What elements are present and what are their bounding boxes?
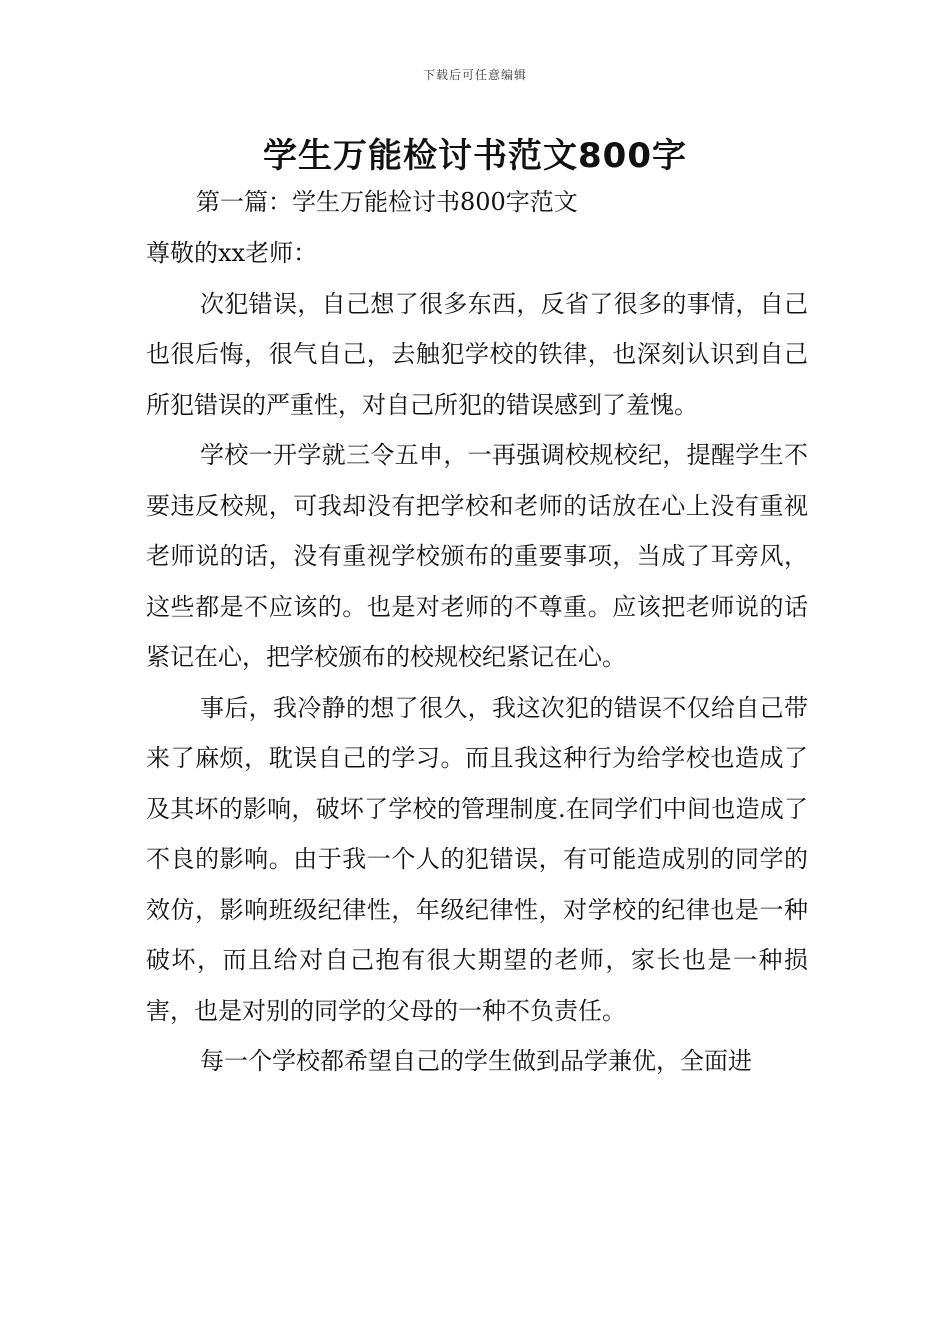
document-body [146, 228, 808, 1087]
paragraph: 每一个学校都希望自己的学生做到品学兼优，全面进 [200, 1047, 752, 1075]
salutation: 尊敬的xx老师： [146, 239, 318, 267]
header-note: 下载后可任意编辑 [422, 68, 527, 82]
paragraph: 次犯错误，自己想了很多东西，反省了很多的事情，自己也很后悔，很气自己，去触犯学校的铁律，也深刻认识到自己所犯错误的严重性，对自己所犯的错误感到了羞愧。 [146, 289, 808, 419]
section-subtitle: 第一篇：学生万能检讨书800字范文 [196, 188, 578, 216]
paragraph: 事后，我冷静的想了很久，我这次犯的错误不仅给自己带来了麻烦，耽误自己的学习。而且我这种行为给学校也造成了及其坏的影响，破坏了学校的管理制度.在同学们中间也造成了不良的影响。由于我一个人的犯错误，有可能造成别的同学的效仿，影响班级纪律性，年级纪律性，对学校的纪律也是一种破坏，而且给对自己抱有很大期望的老师，家长也是一种损害，也是对别的同学的父母的一种不负责任。 [146, 693, 808, 1025]
paragraph: 学校一开学就三令五申，一再强调校规校纪，提醒学生不要违反校规，可我却没有把学校和老师的话放在心上没有重视老师说的话，没有重视学校颁布的重要事项，当成了耳旁风，这些都是不应该的。也是对老师的不尊重。应该把老师说的话紧记在心，把学校颁布的校规校纪紧记在心。 [146, 441, 808, 671]
document-title: 学生万能检讨书范文800字 [263, 136, 687, 176]
